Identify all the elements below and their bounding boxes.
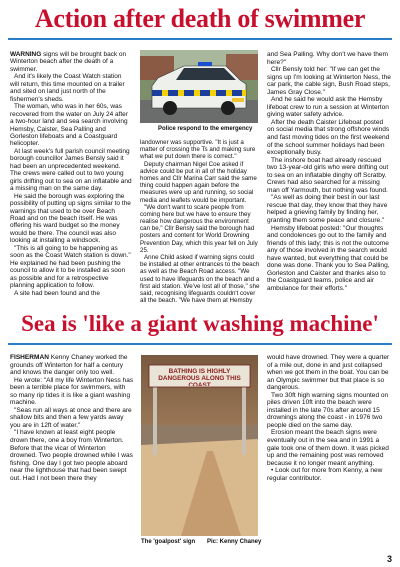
paragraph: Deputy chairman Nigel Coe asked if advice could be put in all of the holiday homes and Cllr Marina Carr said the same thing could happen again before the measures were up and running, so social media and leaflets would be important. [140, 160, 257, 204]
warning-sign-image [141, 355, 258, 536]
photo-credit: Pic: Kenny Chaney [207, 539, 262, 545]
headline-article-1: Action after death of swimmer [34, 4, 366, 33]
paragraph: "As well as doing their best in our last rescue that day, they know that they have helped a grieving family by finding her, granting them some peace and closure." [267, 194, 388, 225]
paragraph: And it's likely the Coast Watch station will return, this time mounted on a trailer and sited on land just north of the fishermen's sheds. [10, 73, 125, 103]
paragraph: "Seas run all ways at once and there are shallow bits and then a few yards away you are in 12ft of water." [10, 406, 132, 429]
sign-text: BATHING IS HIGHLY DANGEROUS ALONG THIS COAST [158, 368, 241, 386]
paragraph: At last week's full parish council meeting borough councillor James Bensly said it had been an unprecedented weekend. The crews were called out to two young girls drifting out to sea on an inflatable and a missing man on the same day. [10, 147, 132, 193]
headline-rule [8, 38, 392, 40]
headline-article-2: Sea is 'like a giant washing machine' [21, 311, 379, 336]
paragraph: Hemsby lifeboat posted: "Our thoughts and condolences go out to the family and friends of this lady; this is not the outcome any of those involved in the search would have wanted, but everything that could be done was done. Thank you to Sea Palling, Gorleston and Caister and thanks also to the Coastguard teams, police and air ambulance for their efforts." [267, 224, 390, 292]
paragraph-text: Kenny Chaney worked the grounds off Winterton for half a century and knows the danger only too well. [10, 354, 128, 377]
paragraph: would have drowned. They were a quarter of a mile out, done in and just collapsed when we got them in the boat. You can be an Olympic swimmer but that place is so dangerous. [267, 354, 390, 392]
paragraph: Cllr Bensly told her: "If we can get the signs up I'm looking at Winterton Ness, the car park, the cable sign, Bush Road steps, James Gray Close." [267, 66, 391, 96]
photo-caption: Police respond to the emergency [158, 126, 253, 132]
paragraph: "I have known at least eight people drown there, one a boy from Winterton. Before that the vicar of Winterton drowned. Two people drowned while I was fishing. One day I got two people aboard near the lighthouse that had been swept out. Had I not been there they [10, 429, 133, 482]
paragraph: The inshore boat had already rescued two 13-year-old girls who were drifting out to sea on an inflatable dinghy off Scratby. Crews had also searched for a missing man off Yarmouth, but nothing was found. [267, 156, 389, 194]
paragraph: A site had been found and the [14, 289, 100, 297]
paragraph: "We don't want to scare people from coming here but we have to ensure they realise how dangerous the environment can be," Cllr Bensly said the borough had posters and content for World Drowning Prevention Day, which this year fell on July 25. [140, 203, 258, 254]
police-car-image [140, 50, 258, 123]
article-1-column-3 [267, 51, 391, 293]
paragraph-text: signs will be brought back on Winterton beach after the death of a swimmer. [10, 51, 127, 73]
paragraph: Anne Child asked if warning signs could be installed at other entrances to the beach as well as the Beach Road access. "We used to have lifeguards on the beach and a first aid station. We've lost all of those," she said, recognising lifeguards couldn't cover all the beach. "We have them at Hemsby [140, 254, 260, 305]
paragraph [10, 51, 132, 73]
paragraph: He said the borough was exploring the possibility of putting up signs similar to the warnings that used to be over Beach Road and on the beach itself. He was offering his ward budget so the money would be there. The council was also looking at installing a windsock. [10, 192, 131, 245]
paragraph: He wrote: "All my life Winterton Ness has been a terrible place for swimmers, with so many rip tides it is like a giant washing machine. [10, 376, 134, 407]
article-1-column-2 [140, 139, 260, 304]
paragraph: landowner was supportive. "It is just a matter of crossing the Ts and making sure what we put down there is correct." [140, 139, 256, 161]
paragraph: And he said he would ask the Hemsby lifeboat crew to run a session at Winterton giving water safety advice. [267, 96, 389, 119]
photo-caption: The 'goalpost' sign [141, 539, 196, 545]
paragraph: "This is all going to be happening as soon as the Coast Watch station is down." He explained he had been pushing the council to allow it to be installed as soon as possible and for a retrospective planning application to follow. [10, 244, 131, 290]
page-number: 3 [386, 554, 392, 564]
article-2-column-1 [10, 354, 134, 482]
warning-sign-photo [141, 355, 258, 536]
lead-word: WARNING [10, 51, 42, 58]
paragraph: The woman, who was in her 60s, was recovered from the water on July 24 after a two-hour land and sea search involving Hemsby, Caister, Sea Palling and Gorleston lifeboats and a Coastguard helicopter. [10, 103, 128, 148]
article-2-column-3 [267, 354, 391, 482]
paragraph: Two 30ft high warning signs mounted on piles driven 10ft into the beach were installed in the late 70s after around 15 drownings along the coast - in 1976 two people died on the same day. [267, 391, 389, 429]
paragraph: • Look out for more from Kenny, a new regular contributor. [267, 467, 383, 482]
police-car-photo [140, 50, 258, 123]
lead-word: FISHERMAN [10, 354, 49, 361]
article-1-column-1 [10, 51, 132, 297]
paragraph: and Sea Palling. Why don't we have them here?" [267, 51, 388, 66]
paragraph [10, 354, 134, 377]
paragraph: After the death Caister Lifeboat posted on social media that strong offshore winds and fast moving tides on the first weekend of the school summer holidays had been exceptionally busy. [267, 118, 390, 157]
headline-rule [8, 343, 392, 345]
paragraph: Erosion meant the beach signs were eventually out in the sea and in 1991 a gale took one of them down. It was picked up and the remaining post was removed because it no longer meant anything. [267, 429, 389, 467]
